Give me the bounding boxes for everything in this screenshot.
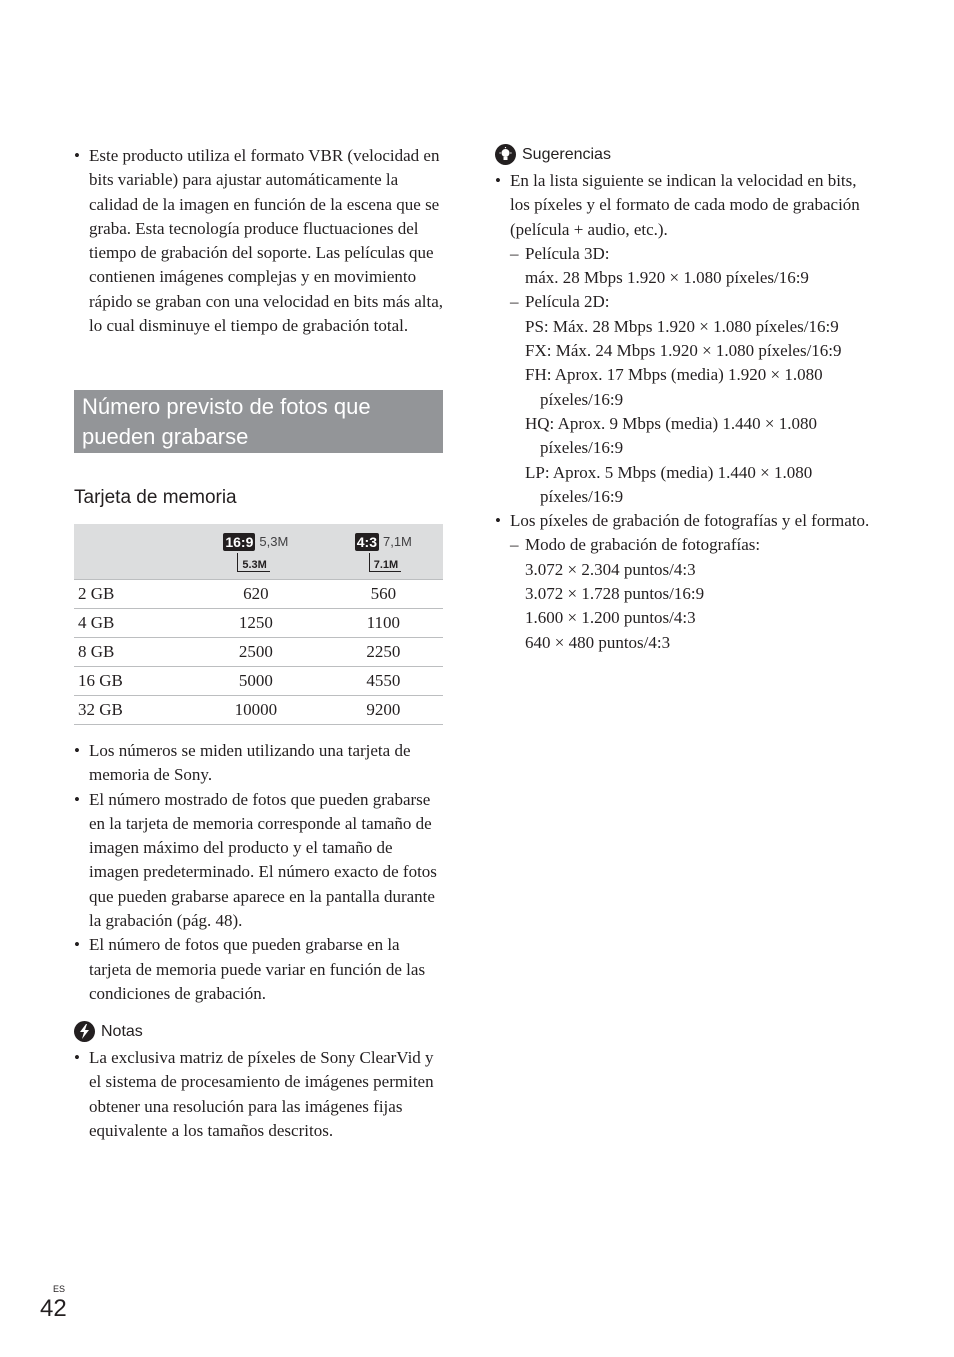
list-item: • El número mostrado de fotos que pueden grabarse en la tarjeta de memoria corresponde al tamaño de imagen máximo del producto y el tamaño de imagen predeterminado. El número exacto de fotos que pueden grabarse aparece en la pantalla durante la grabación (pág. 48). <box>74 788 446 934</box>
film-3d-label: Película 3D: <box>525 243 610 263</box>
photo-line: 3.072 × 1.728 puntos/16:9 <box>525 584 705 604</box>
aspect-16-9-icon: 16:9 <box>225 533 254 550</box>
lightbulb-icon <box>495 144 516 165</box>
photo-line: 640 × 480 puntos/4:3 <box>525 632 671 652</box>
vbr-bullet: • Este producto utiliza el formato VBR (velocidad en bits variable) para ajustar automáticamente la calidad de la imagen en función de la escena que se graba. Esta tecnología produce fluctuaciones del tiempo de grabación del soporte. Las películas que contienen imágenes complejas y en movimiento rápido se graban con una velocidad en bits más alta, lo cual disminuye el tiempo de grabación total. <box>74 144 446 338</box>
photo-mode-label: Modo de grabación de fotografías: <box>525 535 761 555</box>
notes-list <box>74 1046 446 1143</box>
table-header-empty <box>74 524 188 580</box>
tips-bullet-1: • En la lista siguiente se indican la velocidad en bits, los píxeles y el formato de cada modo de grabación (película + audio, etc.). <box>510 171 860 239</box>
list-item <box>495 509 875 655</box>
notes-title: Notas <box>101 1022 143 1040</box>
photo-line: 1.600 × 1.200 puntos/4:3 <box>525 608 696 628</box>
table-header-col-2 <box>324 524 443 580</box>
photo-line: 3.072 × 2.304 puntos/4:3 <box>525 559 696 579</box>
capacity-cell: 8 GB <box>74 638 188 667</box>
vbr-bullet-list <box>74 144 446 338</box>
film-2d-item: – Película 2D: <box>510 292 610 312</box>
film-2d-label: Película 2D: <box>525 292 610 312</box>
count-cell: 5000 <box>188 667 324 696</box>
capacity-cell: 2 GB <box>74 580 188 609</box>
tips-list <box>495 169 875 655</box>
table-row <box>74 667 443 696</box>
film-2d-line: PS: Máx. 28 Mbps 1.920 × 1.080 píxeles/16:9 <box>525 316 839 336</box>
film-2d-line: LP: Aprox. 5 Mbps (media) 1.440 × 1.080 píxeles/16:9 <box>525 462 813 506</box>
memory-card-subheading: Tarjeta de memoria <box>74 487 237 508</box>
image-size-7-1m-icon: 7.1M <box>369 553 401 572</box>
photo-mode-item: – Modo de grabación de fotografías: <box>510 535 761 555</box>
film-3d-item: – Película 3D: <box>510 243 610 263</box>
photo-count-table <box>74 524 443 725</box>
left-column <box>74 144 446 338</box>
table-row <box>74 609 443 638</box>
film-2d-line: FH: Aprox. 17 Mbps (media) 1.920 × 1.080 píxeles/16:9 <box>525 365 823 409</box>
tips-heading <box>495 144 611 165</box>
language-code: ES <box>53 1284 66 1294</box>
table-notes <box>74 739 446 1006</box>
count-cell: 2500 <box>188 638 324 667</box>
list-item: • Los números se miden utilizando una tarjeta de memoria de Sony. <box>74 739 446 788</box>
aspect-4-3-icon: 4:3 <box>356 533 377 550</box>
film-2d-line: FX: Máx. 24 Mbps 1.920 × 1.080 píxeles/16:9 <box>525 341 842 361</box>
section-title: Número previsto de fotos que pueden grabarse <box>74 390 443 453</box>
image-size-label: 5,3M <box>259 534 289 549</box>
table-row <box>74 580 443 609</box>
count-cell: 1250 <box>188 609 324 638</box>
count-cell: 2250 <box>324 638 443 667</box>
page-number: 42 <box>40 1295 67 1322</box>
capacity-cell: 32 GB <box>74 696 188 725</box>
list-item <box>495 169 875 509</box>
count-cell: 560 <box>324 580 443 609</box>
image-size-5-3m-icon: 5.3M <box>237 553 269 572</box>
film-3d-line: máx. 28 Mbps 1.920 × 1.080 píxeles/16:9 <box>525 268 809 288</box>
table-row <box>74 696 443 725</box>
count-cell: 4550 <box>324 667 443 696</box>
table-header-row <box>74 524 443 580</box>
count-cell: 9200 <box>324 696 443 725</box>
table-header-col-1 <box>188 524 324 580</box>
lightning-icon <box>74 1021 95 1042</box>
count-cell: 1100 <box>324 609 443 638</box>
capacity-cell: 16 GB <box>74 667 188 696</box>
tips-bullet-2: • Los píxeles de grabación de fotografías y el formato. <box>510 511 870 531</box>
image-size-label: 7,1M <box>382 534 412 549</box>
list-item: • El número de fotos que pueden grabarse en la tarjeta de memoria puede variar en función de las condiciones de grabación. <box>74 933 446 1006</box>
table-row <box>74 638 443 667</box>
film-2d-line: HQ: Aprox. 9 Mbps (media) 1.440 × 1.080 píxeles/16:9 <box>525 413 817 458</box>
capacity-cell: 4 GB <box>74 609 188 638</box>
notes-heading <box>74 1021 143 1042</box>
tips-title: Sugerencias <box>522 145 611 163</box>
count-cell: 620 <box>188 580 324 609</box>
list-item: • La exclusiva matriz de píxeles de Sony ClearVid y el sistema de procesamiento de imágenes permiten obtener una resolución para las imágenes fijas equivalente a los tamaños descritos. <box>74 1046 446 1143</box>
count-cell: 10000 <box>188 696 324 725</box>
